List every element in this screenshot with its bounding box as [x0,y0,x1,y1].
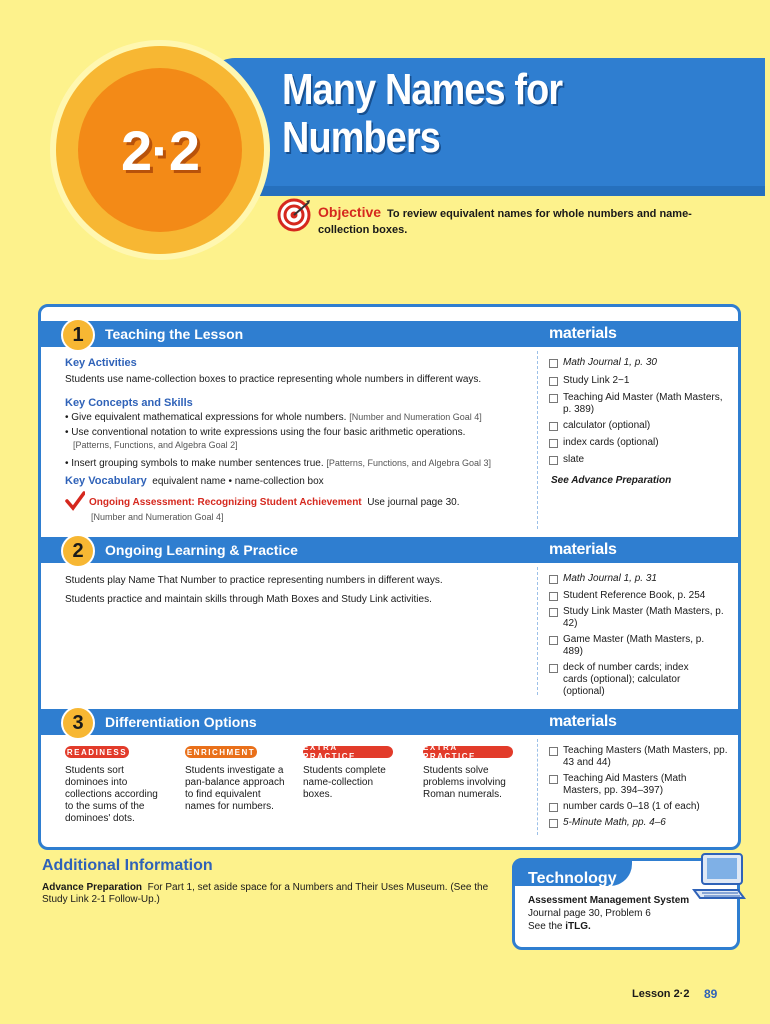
material-2-2: Student Reference Book, p. 254 [549,590,738,602]
technology-line-2: Journal page 30, Problem 6 [528,908,651,919]
concept-bullet-2-goal: [Patterns, Functions, and Algebra Goal 2] [73,440,238,450]
lesson-number: 2·2 [121,118,199,182]
extra-practice-tag-1: EXTRA PRACTICE [303,746,393,758]
concept-bullet-3 [65,457,535,470]
material-2-3: Study Link Master (Math Masters, p. 42) [549,606,728,630]
technology-text [528,894,728,933]
title-line-1: Many Names for [282,65,563,114]
section-3-title: Differentiation Options [105,714,257,730]
material-2-5: deck of number cards; index cards (optional); calculator (optional) [549,662,713,698]
section-1-divider [537,351,538,529]
concept-bullet-3-goal: [Patterns, Functions, and Algebra Goal 3] [326,458,492,468]
material-1-1: Math Journal 1, p. 30 [549,357,738,369]
section-2-line-1: Students play Name That Number to practice representing numbers in different ways. [65,575,443,586]
section-2-materials-title: materials [549,541,617,558]
lesson-panel [38,304,741,850]
key-concepts-label: Key Concepts and Skills [65,397,193,409]
target-icon [277,198,311,232]
material-1-5: index cards (optional) [549,437,738,449]
material-2-4: Game Master (Math Masters, p. 489) [549,634,713,658]
key-vocabulary-label: Key Vocabulary [65,475,147,487]
page-number: 89 [704,987,718,1001]
material-3-1: Teaching Masters (Math Masters, pp. 43 and 44) [549,745,733,769]
material-2-1: Math Journal 1, p. 31 [549,573,738,585]
extra-practice-text-2: Students solve problems involving Roman numerals. [423,765,506,800]
section-2-title: Ongoing Learning & Practice [105,542,298,558]
concept-bullet-1-text: • Give equivalent mathematical expressions for whole numbers. [65,412,347,423]
material-3-3: number cards 0–18 (1 of each) [549,801,738,813]
assessment-title: Recognizing Student Achievement [197,497,362,508]
checkmark-icon [65,491,85,511]
section-1-materials-title: materials [549,325,617,342]
advance-preparation-text: For Part 1, set aside space for a Numbers and Their Uses Museum. (See the Study Link 2-1 Follow-Up.) [42,882,489,905]
advance-preparation [42,882,492,906]
material-1-4: calculator (optional) [549,420,738,432]
assessment-goal: [Number and Numeration Goal 4] [91,512,224,522]
objective-text: To review equivalent names for whole numbers and name-collection boxes. [318,208,692,236]
section-1-title: Teaching the Lesson [105,326,244,342]
technology-line-3 [528,920,728,933]
see-advance-preparation: See Advance Preparation [551,475,672,486]
key-activities-text: Students use name-collection boxes to practice representing whole numbers in different ways. [65,374,482,385]
assessment-text: Use journal page 30. [367,497,460,508]
ongoing-assessment [89,497,529,509]
assessment-label: Ongoing Assessment: [89,497,195,508]
title-line-2: Numbers [282,113,440,162]
concept-bullet-3-text: • Insert grouping symbols to make number sentences true. [65,458,324,469]
section-3-divider [537,739,538,835]
key-vocabulary [65,475,535,488]
concept-bullet-2 [65,427,535,452]
technology-line-1: Assessment Management System [528,895,690,906]
material-3-4: 5-Minute Math, pp. 4–6 [549,817,738,829]
key-vocabulary-text: equivalent name • name-collection box [152,476,324,487]
additional-info-title: Additional Information [42,857,213,874]
enrichment-tag: ENRICHMENT [186,747,256,757]
section-3-number: 3 [61,706,95,740]
material-3-2: Teaching Aid Masters (Math Masters, pp. 394–397) [549,773,713,797]
material-1-6: slate [549,454,738,466]
section-3-materials-title: materials [549,713,617,730]
concept-bullet-1-goal: [Number and Numeration Goal 4] [349,412,482,422]
extra-practice-text-1: Students complete name-collection boxes. [303,765,386,800]
readiness-tag: READINESS [66,747,128,757]
readiness-text: Students sort dominoes into collections according to the sums of the dominoes' dots. [65,765,158,824]
material-1-2: Study Link 2−1 [549,375,738,387]
extra-practice-tag-2: EXTRA PRACTICE [423,746,513,758]
technology-title: Technology [528,870,617,887]
objective-label: Objective [318,204,382,220]
section-2-number: 2 [61,534,95,568]
objective [318,204,738,238]
technology-line-3-bold: iTLG. [565,921,591,932]
material-1-3: Teaching Aid Master (Math Masters, p. 389) [549,392,723,416]
enrichment-text: Students investigate a pan-balance approach to find equivalent names for numbers. [185,765,285,812]
advance-preparation-label: Advance Preparation [42,882,143,893]
footer-lesson: Lesson 2·2 [632,988,690,1000]
section-1-number: 1 [61,318,95,352]
technology-line-3-prefix: See the [528,921,563,932]
page-title [282,66,562,162]
concept-bullet-2-text: • Use conventional notation to write expressions using the four basic arithmetic operations. [65,427,466,438]
section-2-divider [537,567,538,695]
key-activities-label: Key Activities [65,357,137,369]
section-2-line-2: Students practice and maintain skills through Math Boxes and Study Link activities. [65,594,432,605]
concept-bullet-1 [65,411,535,424]
